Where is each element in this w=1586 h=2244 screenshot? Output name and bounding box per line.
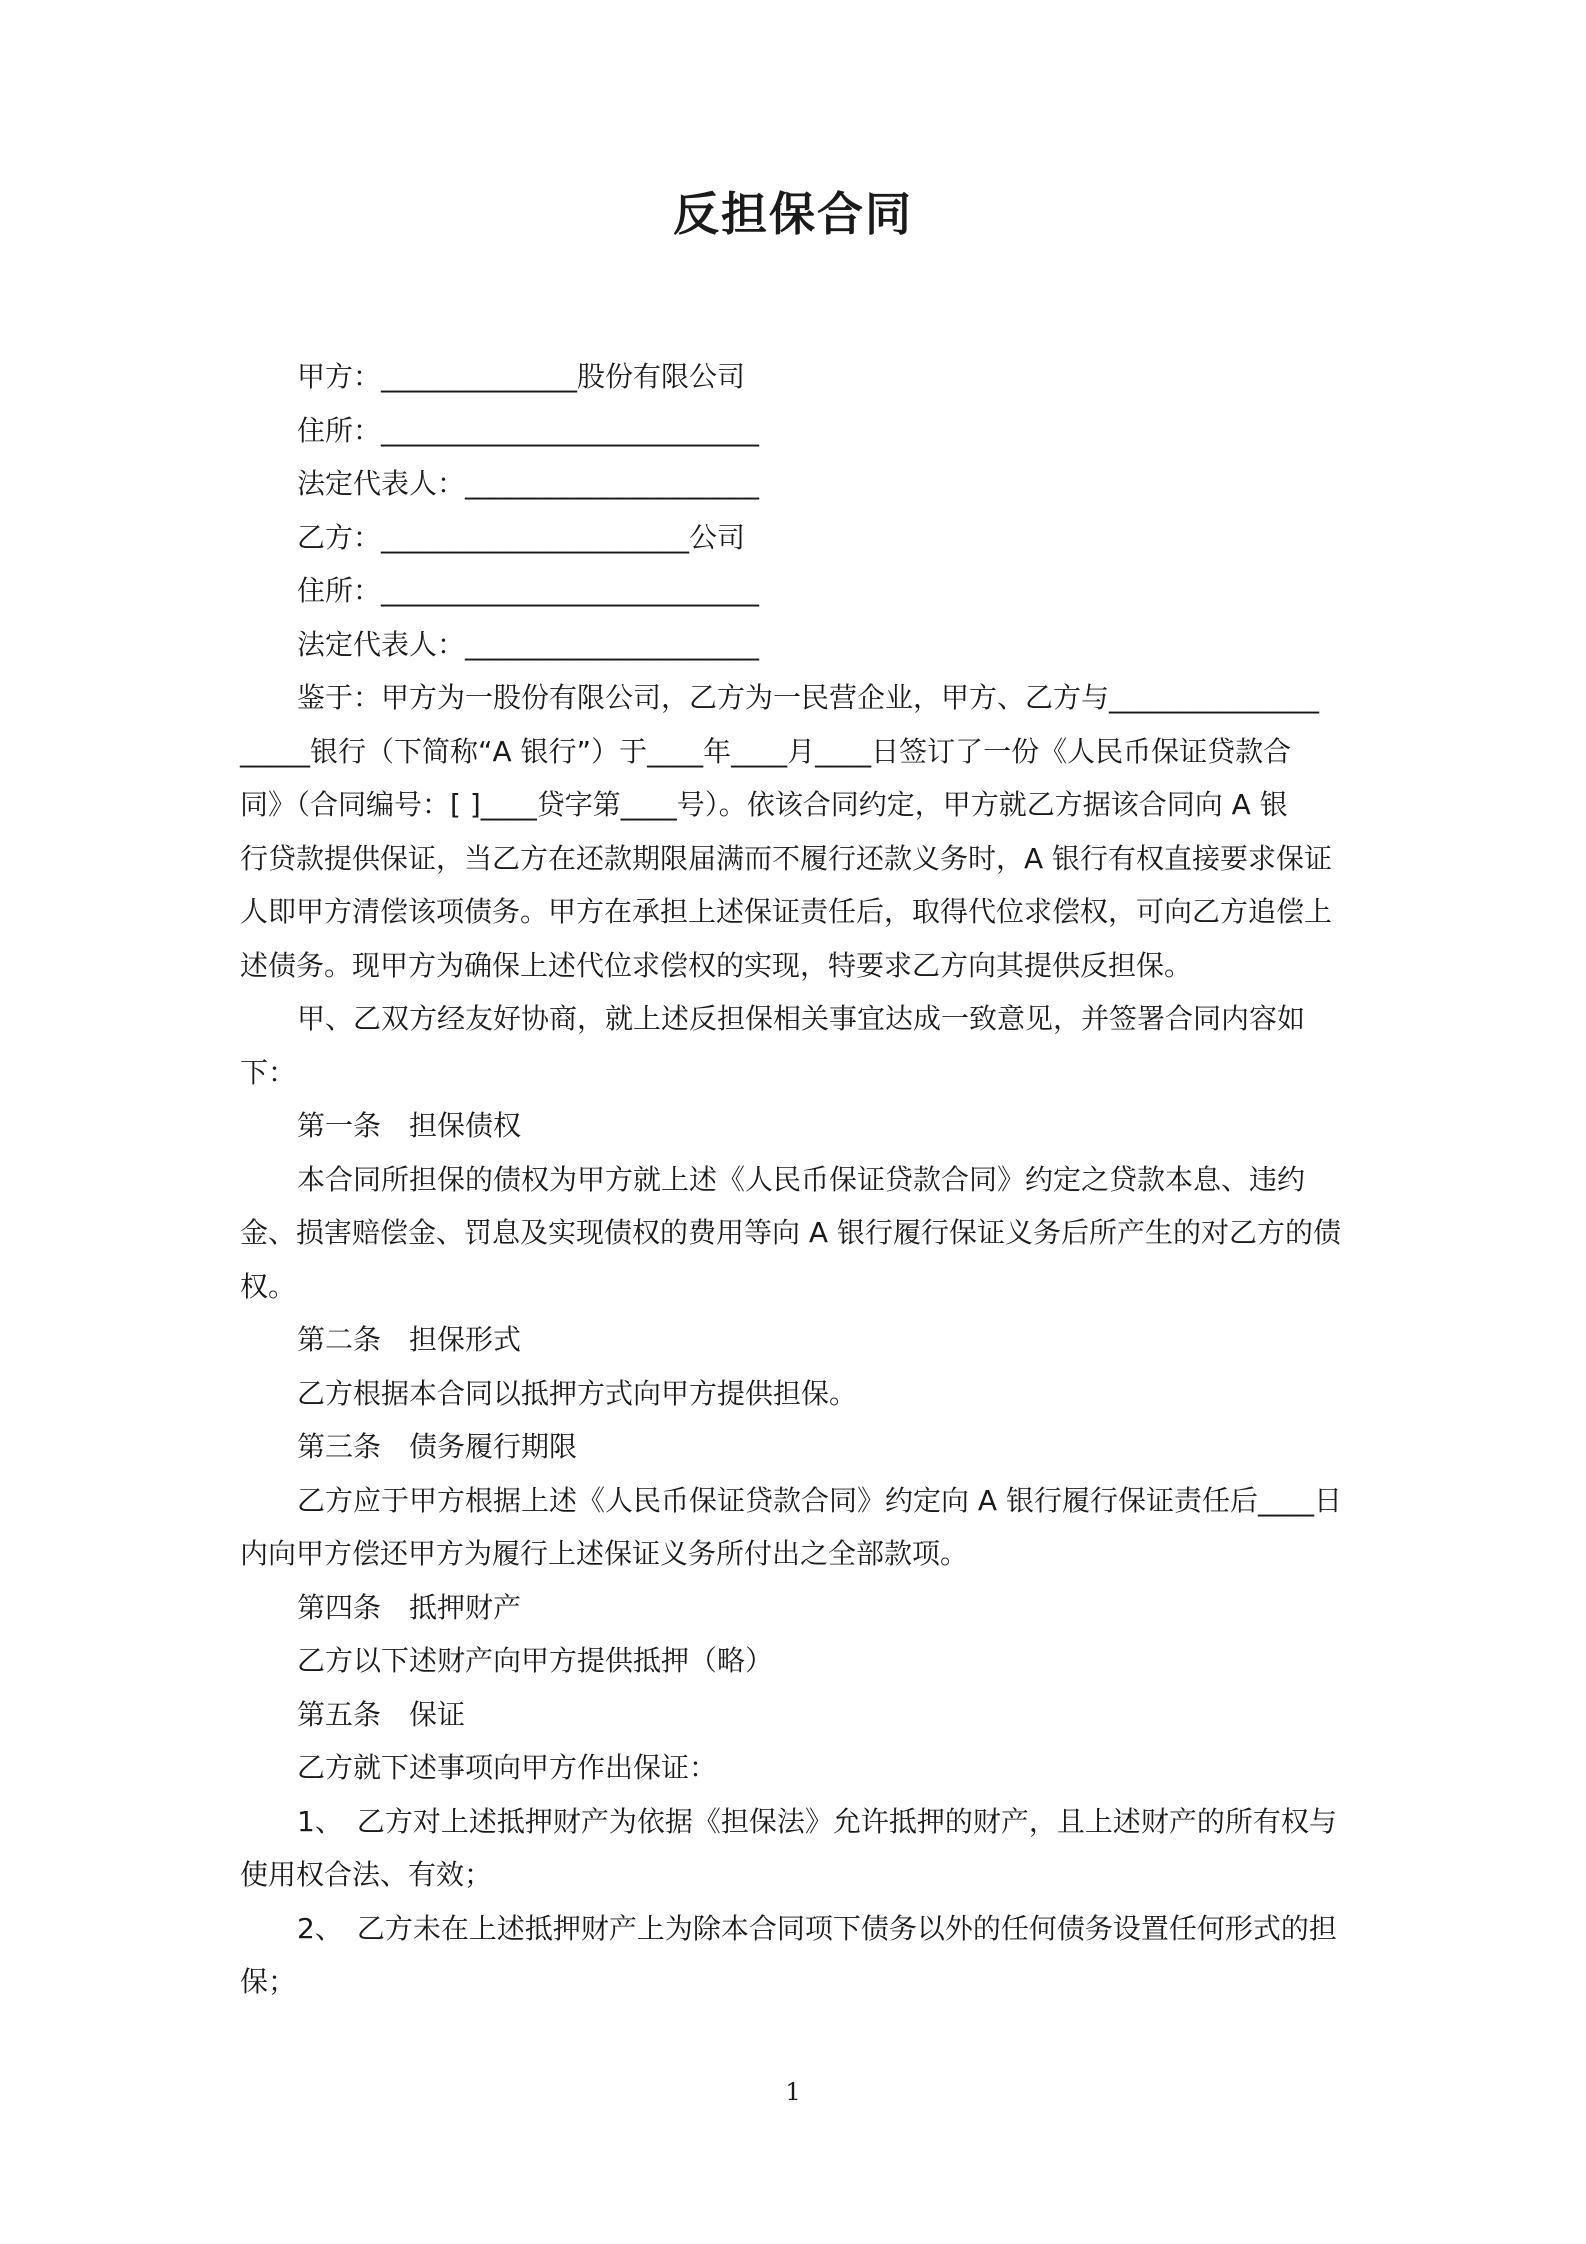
- text-line: 鉴于：甲方为一股份有限公司，乙方为一民营企业，甲方、乙方与_______________: [297, 681, 1320, 714]
- text-line: 内向甲方偿还甲方为履行上述保证义务所付出之全部款项。: [240, 1537, 969, 1570]
- text-line: 使用权合法、有效；: [240, 1858, 493, 1891]
- text-line: 行贷款提供保证，当乙方在还款期限届满而不履行还款义务时，A 银行有权直接要求保证: [240, 841, 1333, 875]
- text-line: 乙方应于甲方根据上述《人民币保证贷款合同》约定向 A 银行履行保证责任后____日: [297, 1483, 1342, 1517]
- text-line: _____银行（下简称“A 银行”）于____年____月____日签订了一份《人民币保证贷款合: [240, 734, 1292, 768]
- text-line: 下：: [240, 1055, 297, 1089]
- text-line: 乙方以下述财产向甲方提供抵押（略）: [297, 1644, 774, 1677]
- text-line: 乙方就下述事项向甲方作出保证：: [297, 1751, 718, 1784]
- article-heading: 第五条 保证: [297, 1697, 466, 1731]
- contract-body: [240, 350, 1340, 2009]
- text-line: 述债务。现甲方为确保上述代位求偿权的实现，特要求乙方向其提供反担保。: [240, 948, 1193, 982]
- article-heading: 第一条 担保债权: [297, 1109, 522, 1142]
- article-heading: 第二条 担保形式: [297, 1323, 522, 1356]
- text-line: 人即甲方清偿该项债务。甲方在承担上述保证责任后，取得代位求偿权，可向乙方追偿上: [240, 895, 1333, 928]
- text-line: 权。: [240, 1269, 297, 1303]
- text-line: 住所：___________________________: [297, 574, 760, 607]
- text-line: 法定代表人：_____________________: [297, 627, 760, 661]
- text-line: 法定代表人：_____________________: [297, 467, 760, 500]
- text-line: 本合同所担保的债权为甲方就上述《人民币保证贷款合同》约定之贷款本息、违约: [297, 1162, 1306, 1196]
- text-line: 住所：___________________________: [297, 413, 760, 447]
- text-line: 保；: [240, 1965, 297, 1998]
- page-number: 1: [785, 2078, 801, 2106]
- text-line: 金、损害赔偿金、罚息及实现债权的费用等向 A 银行履行保证义务后所产生的对乙方的债: [240, 1216, 1341, 1249]
- article-heading: 第三条 债务履行期限: [297, 1430, 578, 1463]
- text-line: 同》（合同编号：[ ]____贷字第____号）。依该合同约定，甲方就乙方据该合同向 A 银: [240, 788, 1288, 821]
- text-line: 2、 乙方未在上述抵押财产上为除本合同项下债务以外的任何债务设置任何形式的担: [297, 1911, 1337, 1945]
- text-line: 乙方根据本合同以抵押方式向甲方提供担保。: [297, 1376, 858, 1410]
- text-line: 1、 乙方对上述抵押财产为依据《担保法》允许抵押的财产，且上述财产的所有权与: [297, 1804, 1337, 1838]
- text-line: 乙方：______________________公司: [297, 520, 746, 554]
- article-heading: 第四条 抵押财产: [297, 1590, 522, 1624]
- document-title: 反担保合同: [673, 187, 913, 241]
- text-line: 甲、乙双方经友好协商，就上述反担保相关事宜达成一致意见，并签署合同内容如: [297, 1002, 1306, 1035]
- text-line: 甲方：______________股份有限公司: [297, 360, 746, 393]
